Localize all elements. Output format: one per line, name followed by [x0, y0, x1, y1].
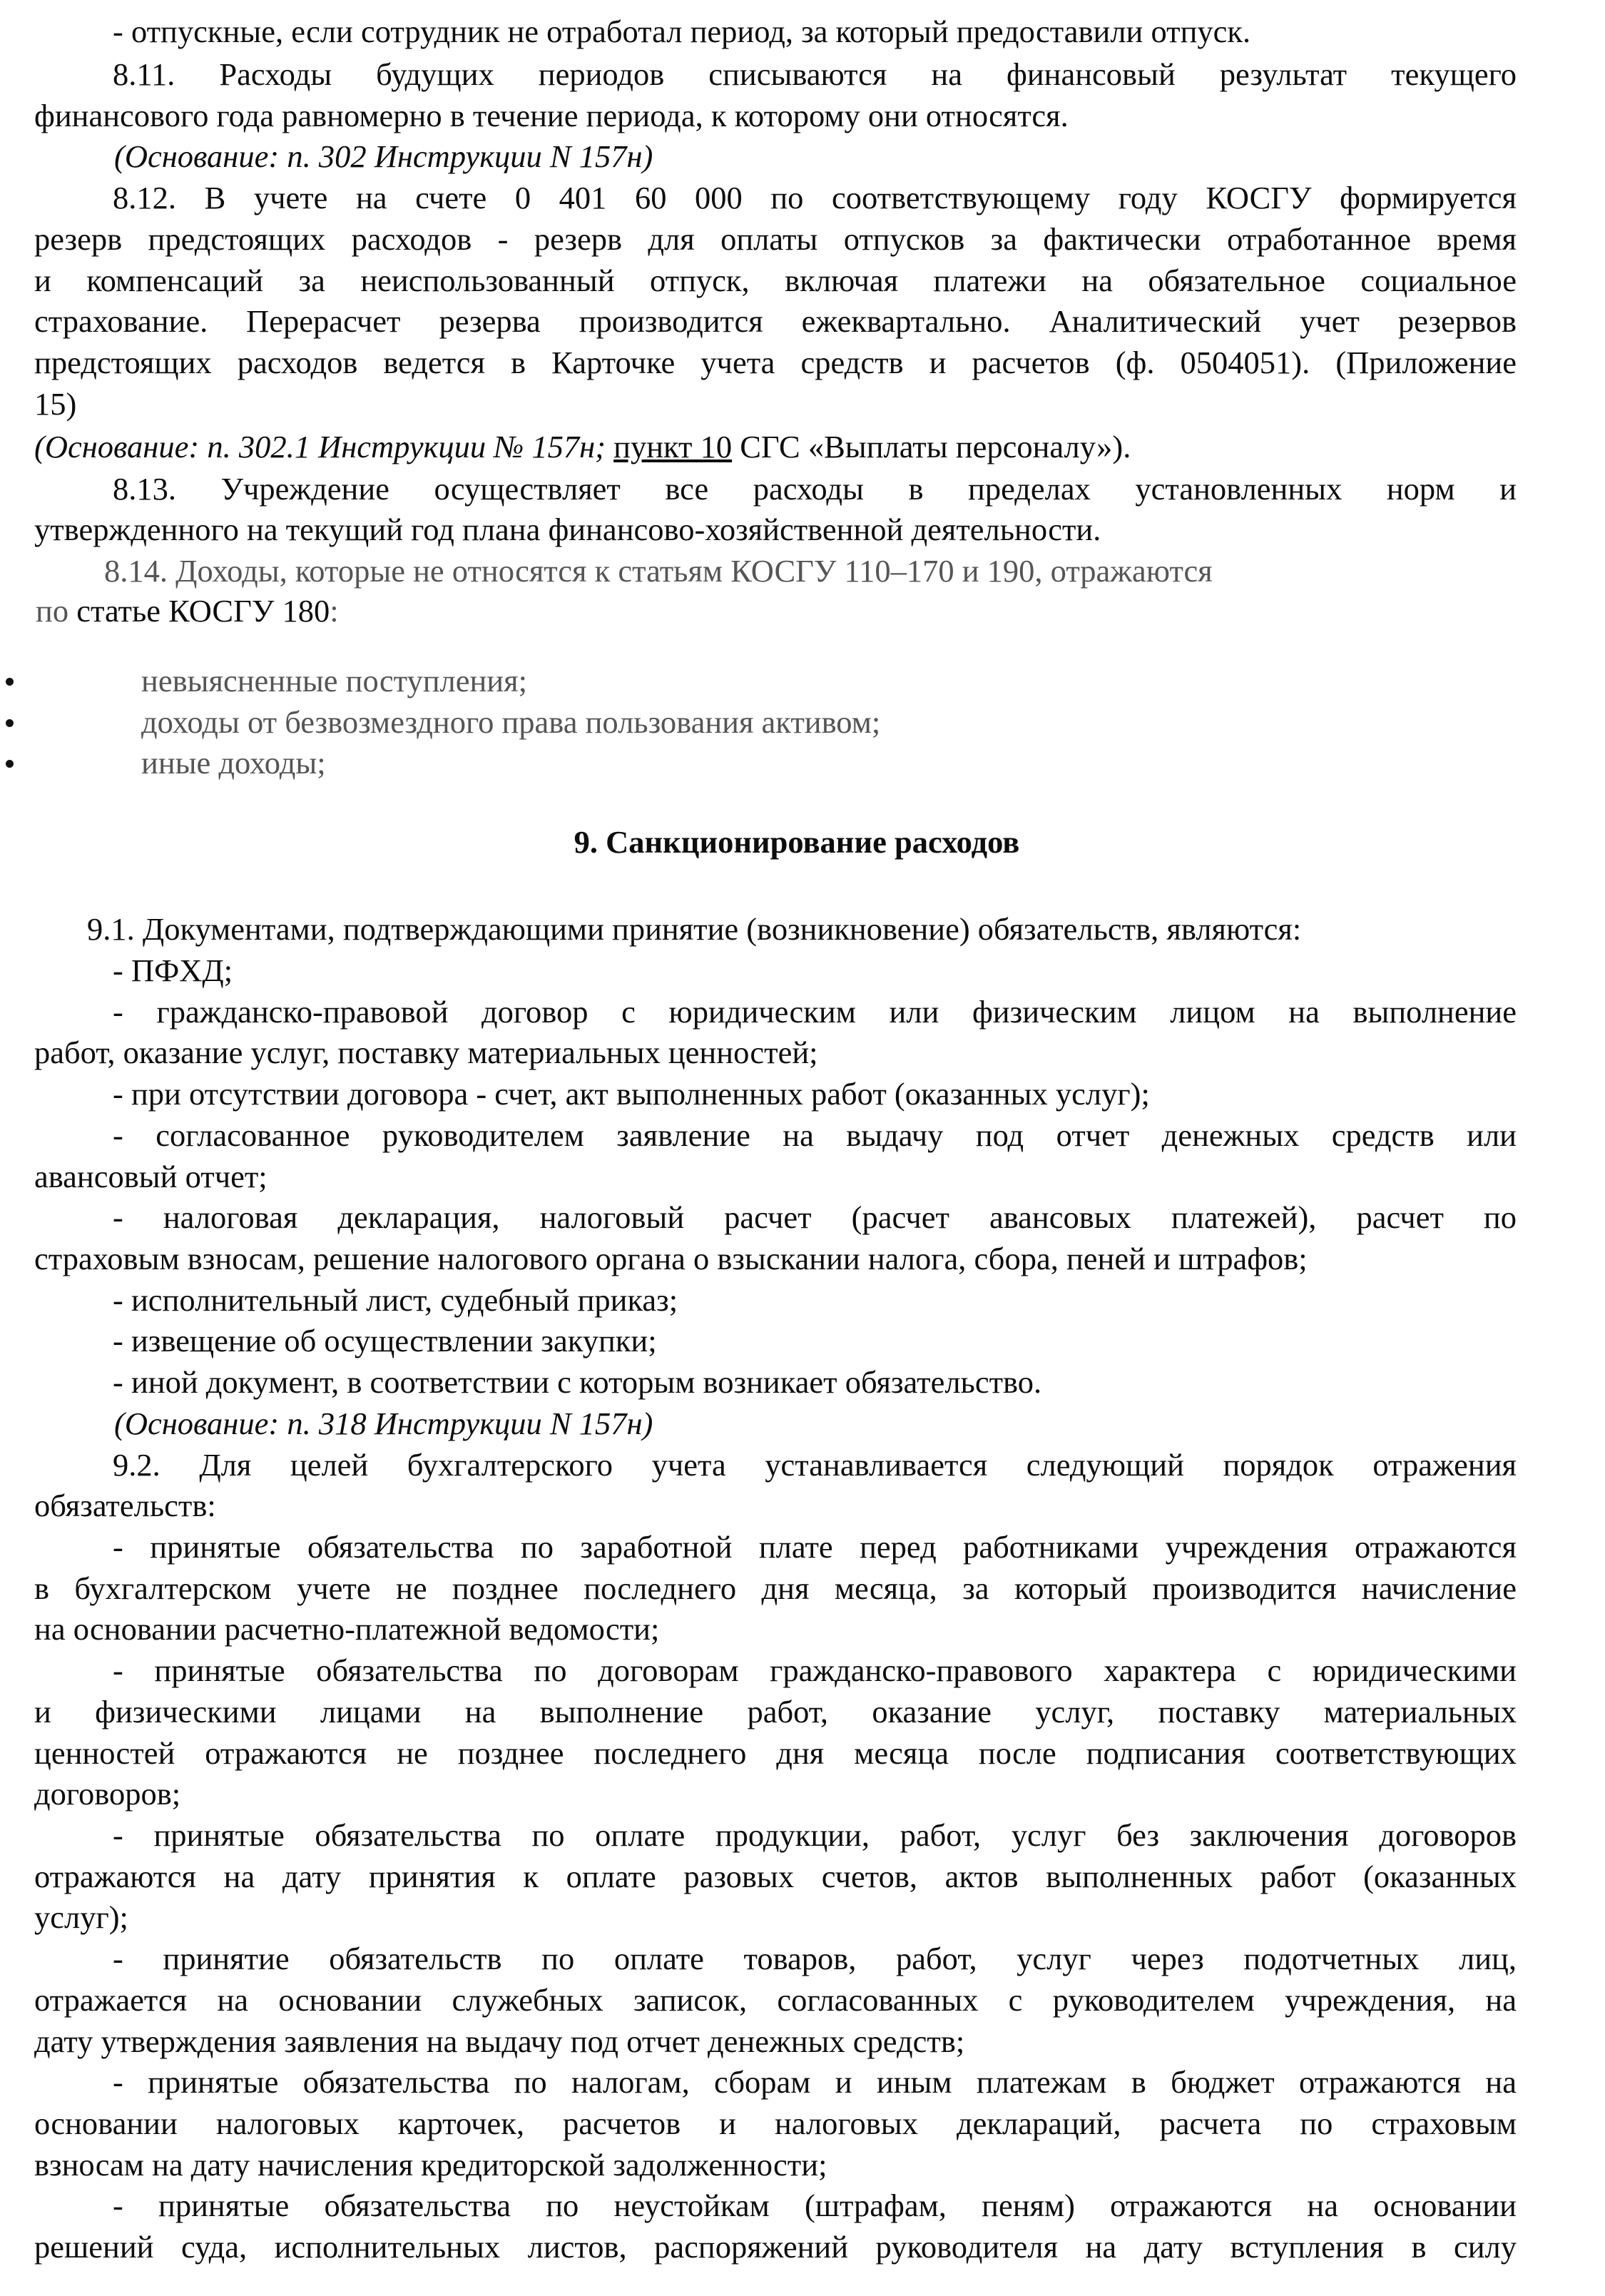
basis-link[interactable]: пункт 10	[613, 429, 733, 464]
paragraph-9-2-line: 9.2. Для целей бухгалтерского учета устанавливается следующий порядок отражения	[113, 1447, 1517, 1483]
paragraph-8-11-line: финансового года равномерно в течение периода, к которому они относятся.	[34, 98, 1069, 133]
paragraph-8-11-line: 8.11. Расходы будущих периодов списываются на финансовый результат текущего	[113, 56, 1517, 92]
paragraph-9-2-line: - принятие обязательств по оплате товаров, работ, услуг через подотчетных лиц,	[113, 1941, 1517, 1976]
paragraph-9-2-line: - принятые обязательства по налогам, сборам и иным платежам в бюджет отражаются на	[113, 2064, 1517, 2100]
paragraph-9-2-line: - принятые обязательства по оплате продукции, работ, услуг без заключения договоров	[113, 1817, 1517, 1853]
paragraph-9-2-line: договоров;	[34, 1776, 181, 1812]
paragraph-9-2-line: обязательств:	[34, 1488, 216, 1523]
text-line: - отпускные, если сотрудник не отработал период, за который предоставили отпуск.	[113, 14, 1251, 49]
paragraph-9-2-line: ценностей отражаются не позднее последнего дня месяца после подписания соответствующих	[34, 1735, 1517, 1771]
paragraph-9-2-line: - принятые обязательства по договорам гражданско-правового характера с юридическими	[113, 1652, 1517, 1688]
list-item	[0, 747, 1605, 787]
text-fragment: по	[36, 593, 69, 629]
paragraph-8-12-line: 8.12. В учете на счете 0 401 60 000 по соответствующему году КОСГУ формируется	[113, 180, 1517, 215]
paragraph-8-12-line: резерв предстоящих расходов - резерв для оплаты отпусков за фактически отработанное время	[34, 221, 1517, 257]
paragraph-9-2-line: взносам на дату начисления кредиторской задолженности;	[34, 2147, 827, 2183]
bullet-icon	[6, 678, 14, 686]
bullet-icon	[6, 760, 14, 768]
list-line: - исполнительный лист, судебный приказ;	[113, 1282, 678, 1318]
paragraph-8-14-line: 8.14. Доходы, которые не относятся к статьям КОСГУ 110–170 и 190, отражаются	[104, 553, 1213, 589]
text-fragment: :	[330, 593, 339, 629]
list-line: - налоговая декларация, налоговый расчет (расчет авансовых платежей), расчет по	[113, 1199, 1517, 1235]
paragraph-9-2-line: отражается на основании служебных записок, согласованных с руководителем учреждения, на	[34, 1982, 1517, 2018]
paragraph-8-14-line	[36, 595, 339, 635]
list-line: страховым взносам, решение налогового органа о взыскании налога, сбора, пеней и штрафов;	[34, 1241, 1308, 1276]
paragraph-9-2-line: - принятые обязательства по неустойкам (штрафам, пеням) отражаются на основании	[113, 2188, 1517, 2223]
list-item-text: иные доходы;	[141, 745, 326, 781]
paragraph-8-12-line: предстоящих расходов ведется в Карточке учета средств и расчетов (ф. 0504051). (Приложение	[34, 345, 1517, 380]
list-line: - гражданско-правовой договор с юридическим или физическим лицом на выполнение	[113, 994, 1517, 1030]
list-item	[0, 706, 1605, 746]
basis-reference: (Основание: п. 302 Инструкции N 157н)	[114, 138, 653, 174]
paragraph-8-13-line: утвержденного на текущий год плана финансово-хозяйственной деятельности.	[34, 512, 1101, 547]
paragraph-9-2-line: решений суда, исполнительных листов, распоряжений руководителя на дату вступления в силу	[34, 2229, 1517, 2265]
list-line: - при отсутствии договора - счет, акт выполненных работ (оказанных услуг);	[113, 1076, 1150, 1112]
list-line: работ, оказание услуг, поставку материальных ценностей;	[34, 1035, 818, 1070]
list-item-text: доходы от безвозмездного права пользования активом;	[141, 704, 881, 740]
basis-reference	[34, 431, 1131, 471]
list-line: - ПФХД;	[113, 953, 233, 988]
list-line: авансовый отчет;	[34, 1159, 268, 1194]
paragraph-9-2-line: дату утверждения заявления на выдачу под отчет денежных средств;	[34, 2023, 965, 2059]
paragraph-9-2-line: основании налоговых карточек, расчетов и налоговых деклараций, расчета по страховым	[34, 2105, 1517, 2141]
bullet-icon	[6, 719, 14, 727]
paragraph-9-2-line: в бухгалтерском учете не позднее последнего дня месяца, за который производится начисление	[34, 1570, 1517, 1606]
paragraph-9-2-line: - принятые обязательства по заработной плате перед работниками учреждения отражаются	[113, 1529, 1517, 1565]
list-item-text: невыясненные поступления;	[141, 663, 527, 699]
list-line: - извещение об осуществлении закупки;	[113, 1323, 657, 1358]
paragraph-8-12-line: 15)	[34, 386, 77, 422]
paragraph-9-2-line: услуг);	[34, 1899, 128, 1935]
basis-reference: (Основание: п. 318 Инструкции N 157н)	[114, 1406, 653, 1441]
paragraph-8-13-line: 8.13. Учреждение осуществляет все расходы в пределах установленных норм и	[113, 471, 1517, 507]
paragraph-9-2-line: и физическими лицами на выполнение работ, оказание услуг, поставку материальных	[34, 1694, 1517, 1729]
paragraph-8-12-line: страхование. Перерасчет резерва производится ежеквартально. Аналитический учет резервов	[34, 303, 1517, 339]
section-heading: 9. Санкционирование расходов	[574, 824, 1020, 860]
list-line: - согласованное руководителем заявление на выдачу под отчет денежных средств или	[113, 1117, 1517, 1153]
paragraph-9-1-line: 9.1. Документами, подтверждающими принятие (возникновение) обязательств, являются:	[87, 911, 1302, 947]
paragraph-8-12-line: и компенсаций за неиспользованный отпуск, включая платежи на обязательное социальное	[34, 263, 1517, 298]
list-item	[0, 665, 1605, 705]
paragraph-9-2-line: на основании расчетно-платежной ведомости;	[34, 1611, 660, 1647]
basis-rest: СГС «Выплаты персоналу»).	[732, 429, 1131, 464]
text-fragment: статье КОСГУ 180	[76, 593, 330, 629]
basis-italic: (Основание: п. 302.1 Инструкции № 157н;	[34, 429, 606, 464]
paragraph-9-2-line: отражаются на дату принятия к оплате разовых счетов, актов выполненных работ (оказанных	[34, 1859, 1517, 1894]
list-line: - иной документ, в соответствии с которым возникает обязательство.	[113, 1364, 1042, 1400]
